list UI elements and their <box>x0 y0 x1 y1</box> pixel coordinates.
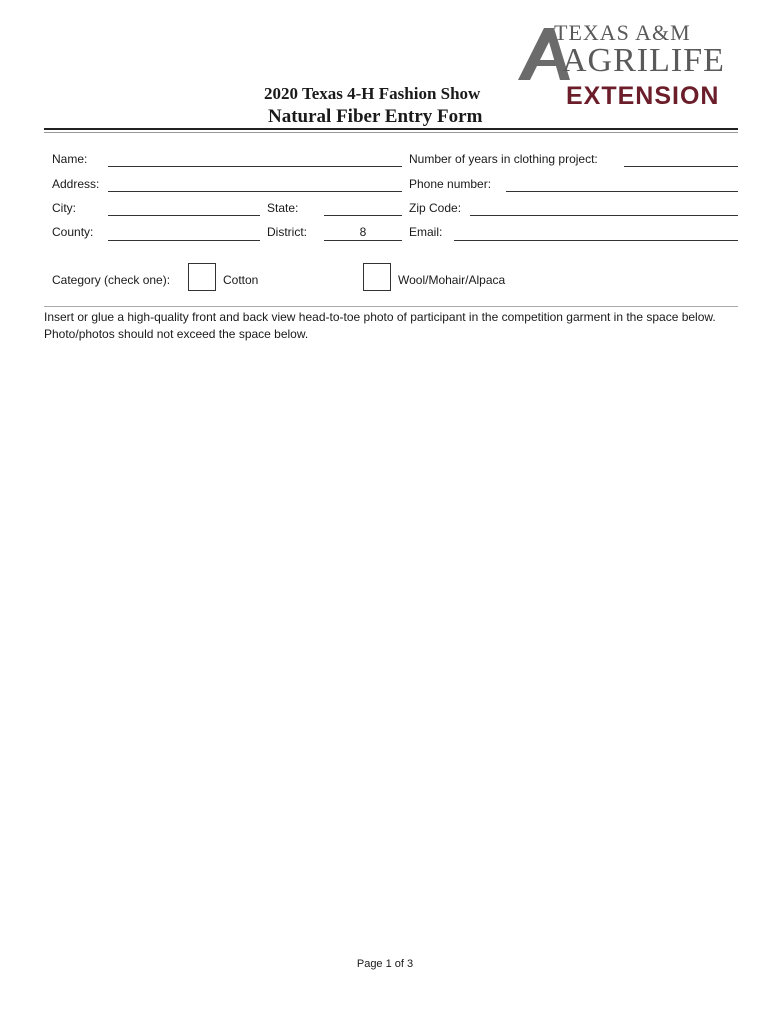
header-rule <box>44 128 738 130</box>
logo-texas-am: TEXAS A&M <box>554 20 691 45</box>
email-field[interactable] <box>454 240 738 241</box>
address-label: Address: <box>52 177 100 191</box>
agrilife-logo <box>514 20 738 110</box>
zip-label: Zip Code: <box>409 201 462 215</box>
years-label: Number of years in clothing project: <box>409 152 598 166</box>
email-label: Email: <box>409 225 443 239</box>
years-field[interactable] <box>624 166 738 167</box>
state-label: State: <box>267 201 299 215</box>
wool-label: Wool/Mohair/Alpaca <box>398 273 506 287</box>
district-field[interactable] <box>324 240 402 241</box>
logo-extension: EXTENSION <box>566 82 720 110</box>
district-value: 8 <box>359 225 367 239</box>
state-field[interactable] <box>324 215 402 216</box>
form-subtitle: Natural Fiber Entry Form <box>268 106 483 127</box>
wool-checkbox[interactable] <box>363 263 391 291</box>
county-field[interactable] <box>108 240 260 241</box>
page-number: Page 1 of 3 <box>356 958 414 970</box>
district-label: District: <box>267 225 307 239</box>
form-title: 2020 Texas 4-H Fashion Show <box>264 84 481 103</box>
city-label: City: <box>52 201 76 215</box>
logo-agrilife: AGRILIFE <box>562 42 725 79</box>
category-divider <box>44 306 738 307</box>
address-field[interactable] <box>108 191 402 192</box>
cotton-checkbox[interactable] <box>188 263 216 291</box>
name-label: Name: <box>52 152 88 166</box>
phone-field[interactable] <box>506 191 738 192</box>
county-label: County: <box>52 225 94 239</box>
category-label: Category (check one): <box>52 273 171 287</box>
phone-label: Phone number: <box>409 177 492 191</box>
zip-field[interactable] <box>470 215 738 216</box>
name-field[interactable] <box>108 166 402 167</box>
photo-area[interactable] <box>44 350 738 940</box>
city-field[interactable] <box>108 215 260 216</box>
cotton-label: Cotton <box>223 273 259 287</box>
photo-instructions: Insert or glue a high-quality front and back view head-to-toe photo of participant in the competition garment in the space below. Photo/photos should not exceed the space below. <box>44 310 716 341</box>
header-rule-thin <box>44 132 738 133</box>
